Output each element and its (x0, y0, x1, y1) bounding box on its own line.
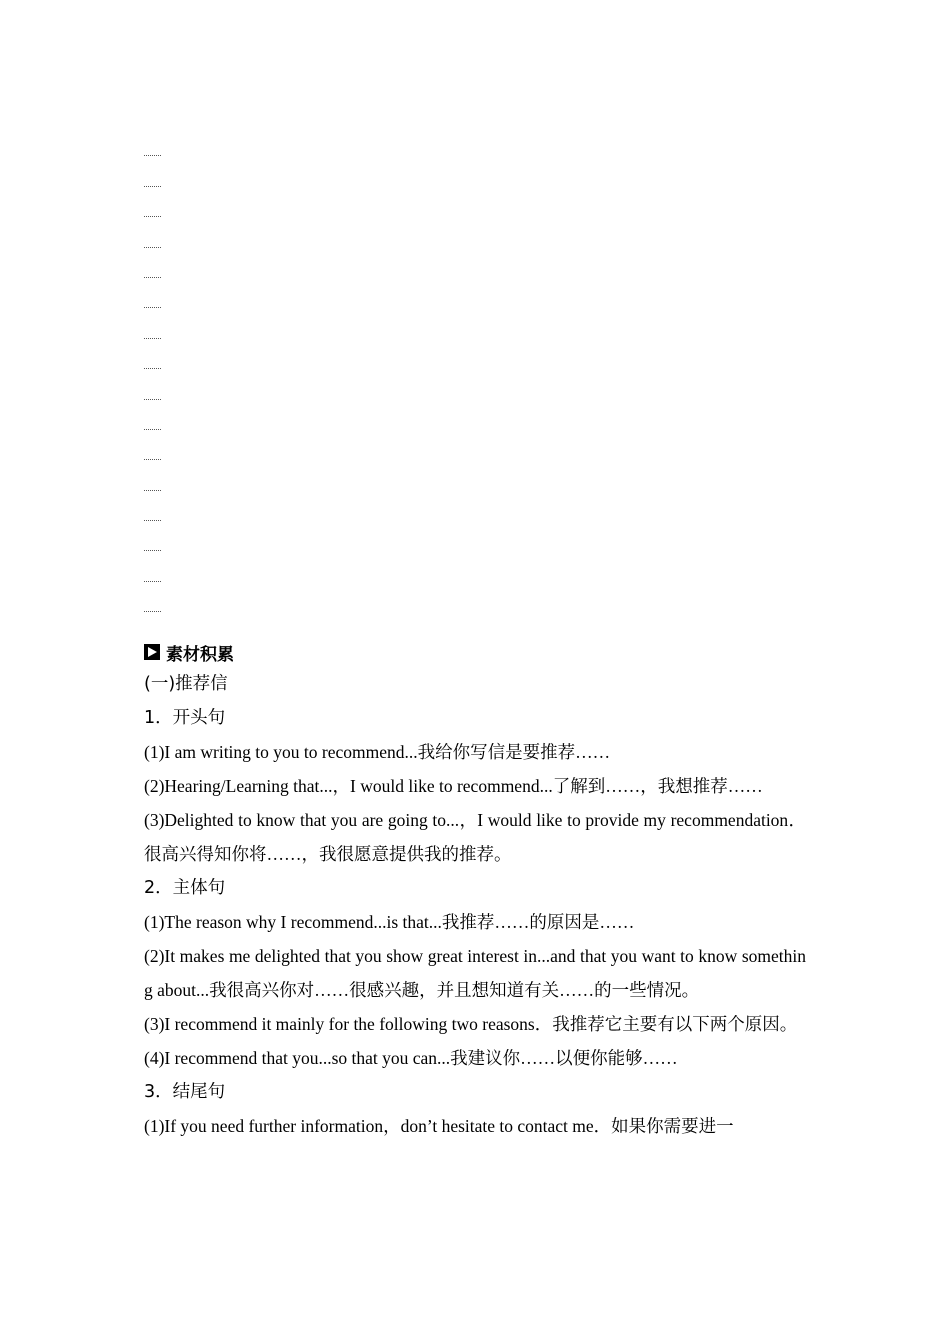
sentence-item: (3)Delighted to know that you are going to...，I would like to provide my recommendation．很高兴得知你将……，我很愿意提供我的推荐。 (144, 810, 806, 864)
dotted-line (144, 254, 164, 284)
group-heading-body: 2．主体句 (144, 878, 226, 898)
sentence-item: (2)It makes me delighted that you show great interest in...and that you want to know something about...我很高兴你对……很感兴趣，并且想知道有关……的一些情况。 (144, 946, 806, 1000)
sentence-item: (2)Hearing/Learning that...，I would like to recommend...了解到……，我想推荐…… (144, 776, 763, 796)
dotted-line (144, 284, 164, 314)
dotted-line (144, 497, 164, 527)
dotted-line (144, 132, 164, 162)
sentence-item: (1)I am writing to you to recommend...我给你写信是要推荐…… (144, 742, 611, 762)
group-heading-opening: 1．开头句 (144, 708, 226, 728)
dotted-line (144, 223, 164, 253)
dotted-line (144, 557, 164, 587)
sentence-item: (1)The reason why I recommend...is that...我推荐……的原因是…… (144, 912, 635, 932)
sentence-item: (1)If you need further information，don’t hesitate to contact me．如果你需要进一 (144, 1116, 734, 1136)
dotted-line (144, 588, 164, 618)
dotted-line (144, 314, 164, 344)
blank-writing-lines (144, 132, 164, 618)
section-title: 素材积累 (166, 644, 234, 665)
dotted-line (144, 193, 164, 223)
dotted-line (144, 162, 164, 192)
group-heading-closing: 3．结尾句 (144, 1082, 226, 1102)
dotted-line (144, 406, 164, 436)
dotted-line (144, 527, 164, 557)
dotted-line (144, 466, 164, 496)
dotted-line (144, 375, 164, 405)
dotted-line (144, 345, 164, 375)
play-triangle-icon (144, 644, 160, 660)
section-heading (144, 637, 806, 667)
sentence-item: (3)I recommend it mainly for the following two reasons．我推荐它主要有以下两个原因。 (144, 1014, 798, 1034)
sentence-item: (4)I recommend that you...so that you can...我建议你……以便你能够…… (144, 1048, 678, 1068)
category-title: (一)推荐信 (144, 674, 228, 694)
dotted-line (144, 436, 164, 466)
material-section (144, 637, 806, 1143)
